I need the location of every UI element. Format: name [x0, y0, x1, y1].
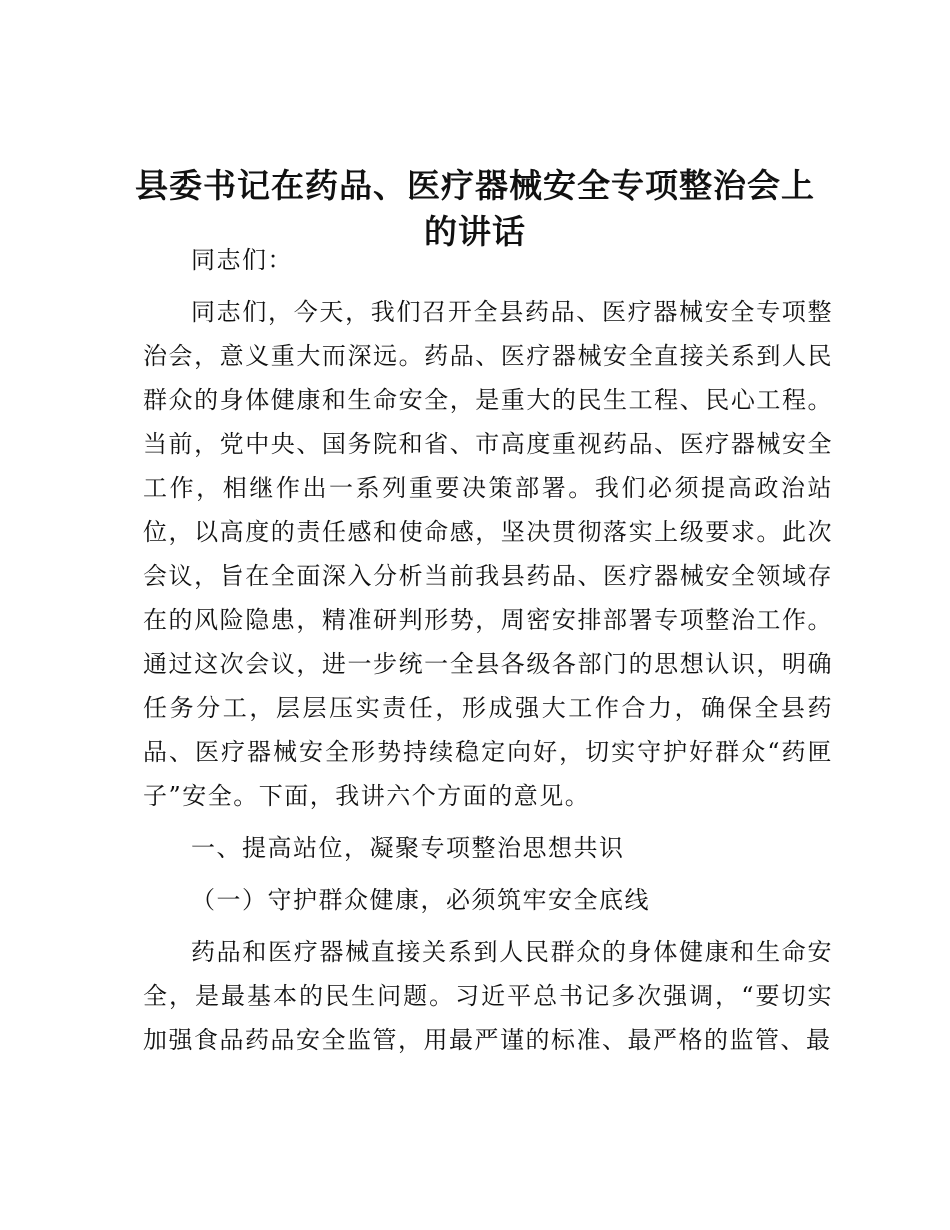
document-body	[143, 238, 833, 1062]
salutation: 同志们：	[191, 246, 293, 274]
title-line-1: 县委书记在药品、医疗器械安全专项整治会上	[135, 166, 815, 205]
section-heading: 一、提高站位，凝聚专项整治思想共识	[191, 834, 625, 862]
opening-paragraph: 同志们，今天，我们召开全县药品、医疗器械安全专项整治会，意义重大而深远。药品、医疗器械安全直接关系到人民群众的身体健康和生命安全，是重大的民生工程、民心工程。当前，党中央、国务院和省、市高度重视药品、医疗器械安全工作，相继作出一系列重要决策部署。我们必须提高政治站位，以高度的责任感和使命感，坚决贯彻落实上级要求。此次会议，旨在全面深入分析当前我县药品、医疗器械安全领域存在的风险隐患，精准研判形势，周密安排部署专项整治工作。通过这次会议，进一步统一全县各级各部门的思想认识，明确任务分工，层层压实责任，形成强大工作合力，确保全县药品、医疗器械安全形势持续稳定向好，切实守护好群众“药匣子”安全。下面，我讲六个方面的意见。	[143, 298, 833, 810]
title-line-2: 的讲话	[424, 212, 526, 251]
body-paragraph: 药品和医疗器械直接关系到人民群众的身体健康和生命安全，是最基本的民生问题。习近平总书记多次强调，“要切实加强食品药品安全监管，用最严谨的标准、最严格的监管、最	[143, 938, 833, 1054]
subsection-heading: （一）守护群众健康，必须筑牢安全底线	[191, 886, 650, 914]
